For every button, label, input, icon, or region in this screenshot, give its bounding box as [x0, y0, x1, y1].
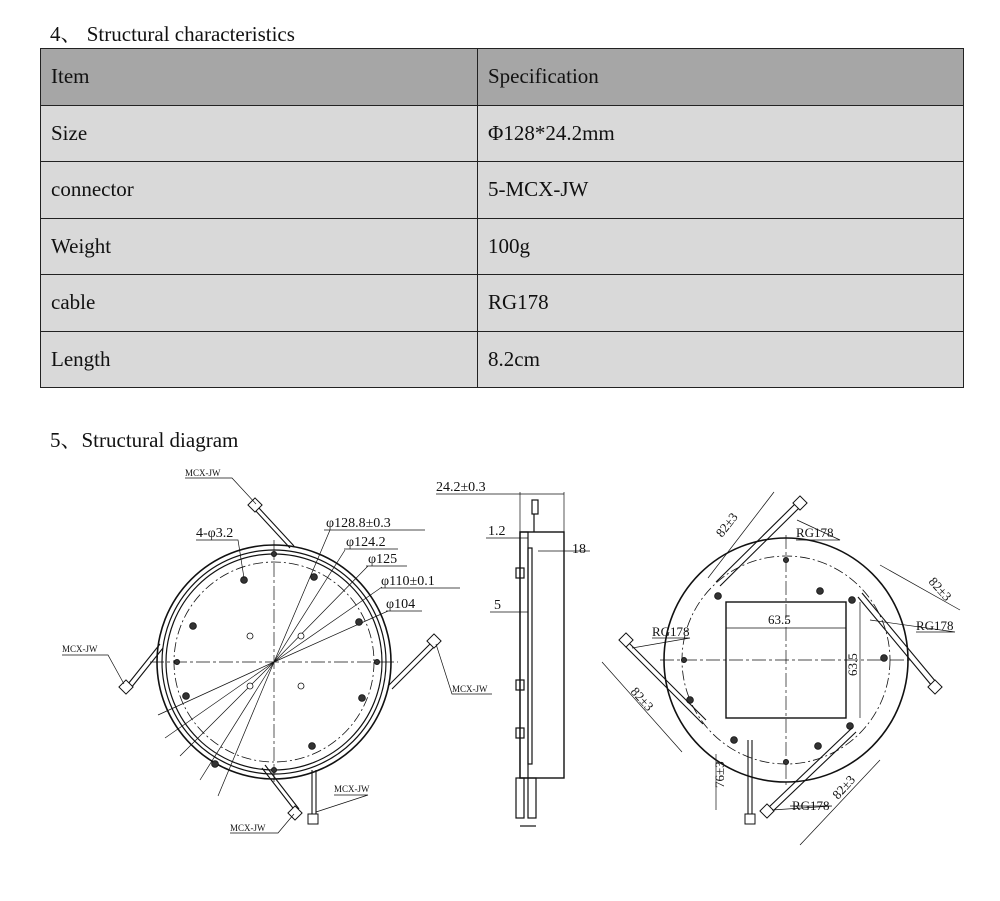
dimension-label: 5 [494, 598, 501, 613]
dimension-label: φ128.8±0.3 [326, 516, 391, 531]
header-specification: Specification [478, 49, 964, 106]
table-header-row [41, 49, 964, 106]
section-5-heading: 5、Structural diagram [50, 428, 239, 452]
cell-spec: 100g [478, 218, 964, 275]
section-4-heading: 4、 Structural characteristics [50, 22, 295, 46]
rg178-label: RG178 [792, 798, 830, 813]
table-row [41, 331, 964, 388]
rg178-label: RG178 [652, 624, 690, 639]
mcx-label: MCX-JW [452, 684, 488, 694]
cell-item: Length [41, 331, 478, 388]
cell-item: cable [41, 275, 478, 332]
back-view [602, 492, 960, 845]
dimension-label: 82±3 [829, 772, 859, 803]
table-row [41, 218, 964, 275]
dimension-label: 82±3 [712, 509, 741, 540]
dimension-label: φ110±0.1 [381, 574, 435, 589]
table-row [41, 162, 964, 219]
cell-item: connector [41, 162, 478, 219]
dimension-label: φ125 [368, 552, 398, 567]
header-item: Item [41, 49, 478, 106]
rg178-label: RG178 [796, 525, 834, 540]
table-row [41, 275, 964, 332]
dimension-label: 18 [572, 542, 586, 557]
dimension-label: 63.5 [845, 653, 860, 676]
mcx-label: MCX-JW [62, 644, 98, 654]
dimension-label: φ124.2 [346, 535, 386, 550]
structural-diagram [0, 460, 1000, 850]
front-view [62, 478, 492, 833]
mcx-label: MCX-JW [185, 468, 221, 478]
dimension-label: 76±3 [712, 761, 727, 788]
cell-spec: 8.2cm [478, 331, 964, 388]
dimension-label: φ104 [386, 597, 416, 612]
cell-spec: RG178 [478, 275, 964, 332]
dimension-label: 1.2 [488, 524, 506, 539]
cell-item: Size [41, 105, 478, 162]
cell-spec: Φ128*24.2mm [478, 105, 964, 162]
dimension-label: 63.5 [768, 612, 791, 627]
holes-label: 4-φ3.2 [196, 526, 234, 541]
dimension-label: 24.2±0.3 [436, 480, 486, 495]
cell-item: Weight [41, 218, 478, 275]
dimension-label: 82±3 [925, 573, 955, 604]
mcx-label: MCX-JW [334, 784, 370, 794]
cell-spec: 5-MCX-JW [478, 162, 964, 219]
side-view [436, 492, 590, 826]
spec-table [40, 48, 964, 388]
table-row [41, 105, 964, 162]
mcx-label: MCX-JW [230, 823, 266, 833]
dimension-label: 82±3 [627, 683, 657, 714]
rg178-label: RG178 [916, 618, 954, 633]
